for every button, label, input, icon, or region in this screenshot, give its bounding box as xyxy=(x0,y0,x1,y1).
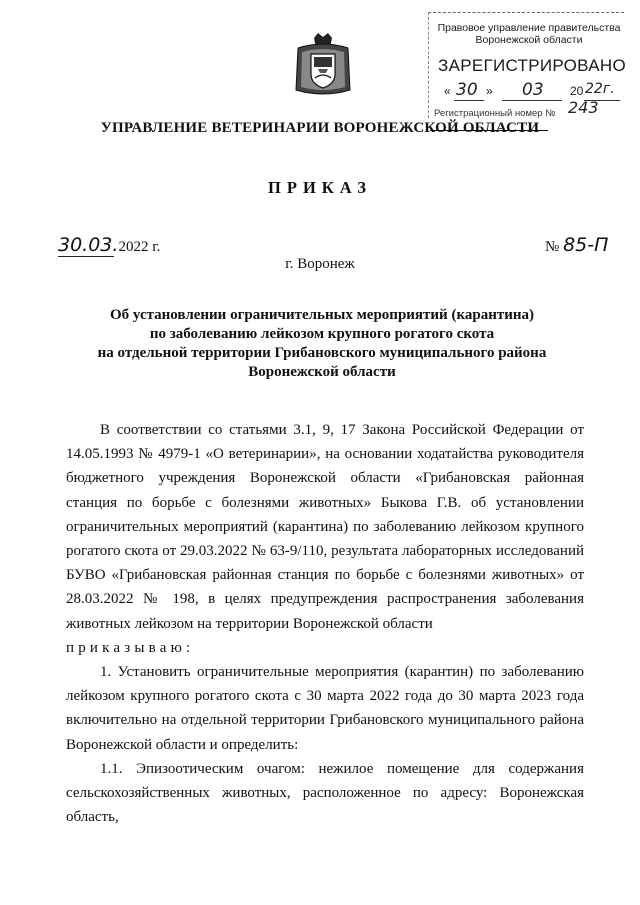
subject-line: на отдельной территории Грибановского муниципального района xyxy=(97,345,547,361)
coat-of-arms-icon xyxy=(292,32,354,98)
body-text xyxy=(66,418,584,829)
stamp-number: 243 xyxy=(568,98,599,117)
subject-block xyxy=(60,306,584,382)
order-date-handwritten: 30.03. xyxy=(58,234,119,256)
stamp-date: « 30 » 03 20 22г. xyxy=(444,80,624,106)
stamp-year-prefix: 20 xyxy=(570,84,584,98)
city-line: г. Воронеж xyxy=(285,256,355,272)
subject-line: по заболеванию лейкозом крупного рогатого скота xyxy=(149,326,495,342)
item-1-1-paragraph: 1.1. Эпизоотическим очагом: нежилое помещение для содержания сельскохозяйственных животных, расположенное по адресу: Воронежская область, xyxy=(66,760,584,826)
order-number-handwritten: 85-П xyxy=(563,234,609,256)
agency-heading: УПРАВЛЕНИЕ ВЕТЕРИНАРИИ ВОРОНЕЖСКОЙ ОБЛАСТИ xyxy=(100,120,540,136)
stamp-overlap-line xyxy=(430,130,548,131)
stamp-number-label: Регистрационный номер № xyxy=(434,108,556,119)
registration-stamp xyxy=(420,10,626,128)
stamp-border-top xyxy=(428,12,624,13)
stamp-number-row xyxy=(434,98,624,119)
stamp-registered: ЗАРЕГИСТРИРОВАНО xyxy=(438,56,626,75)
stamp-year: 22г. xyxy=(585,81,615,97)
subject-line: Воронежской области xyxy=(248,364,396,380)
item-1-paragraph: 1. Установить ограничительные мероприятия (карантин) по заболеванию лейкозом крупного рогатого скота с 30 марта 2022 года до 30 марта 2023 года включительно на отдельной территории Грибановского муниципального района Воронежской области и определить: xyxy=(66,664,584,753)
order-word: приказываю: xyxy=(66,639,195,656)
document-title: ПРИКАЗ xyxy=(268,178,372,197)
stamp-month: 03 xyxy=(522,80,544,100)
preamble-paragraph: В соответствии со статьями 3.1, 9, 17 Закона Российской Федерации от 14.05.1993 № 4979-1 «О ветеринарии», на основании ходатайства руководителя бюджетного учреждения Воронежской области «Грибановская районная станция по борьбе с болезнями животных» Быкова Г.В. об установлении ограничительных мероприятий (карантина) по заболеванию лейкозом крупного рогатого скота от 29.03.2022 № 63-9/110, результата лабораторных исследований БУВО «Грибановская районная станция по борьбе с болезнями животных» от 28.03.2022 № 198, в целях предупреждения распространения заболевания животных лейкозом на территории Воронежской области xyxy=(66,422,584,632)
subject-line: Об установлении ограничительных мероприятий (карантина) xyxy=(109,307,534,323)
order-date-year: 2022 г. xyxy=(118,239,161,255)
stamp-border-left xyxy=(428,12,429,118)
stamp-day: 30 xyxy=(456,80,478,100)
order-date xyxy=(58,234,160,256)
stamp-authority-line1: Правовое управление правительства xyxy=(437,22,621,34)
stamp-authority-line2: Воронежской области xyxy=(475,34,583,46)
order-number xyxy=(545,234,608,256)
order-number-prefix: № xyxy=(545,239,560,255)
